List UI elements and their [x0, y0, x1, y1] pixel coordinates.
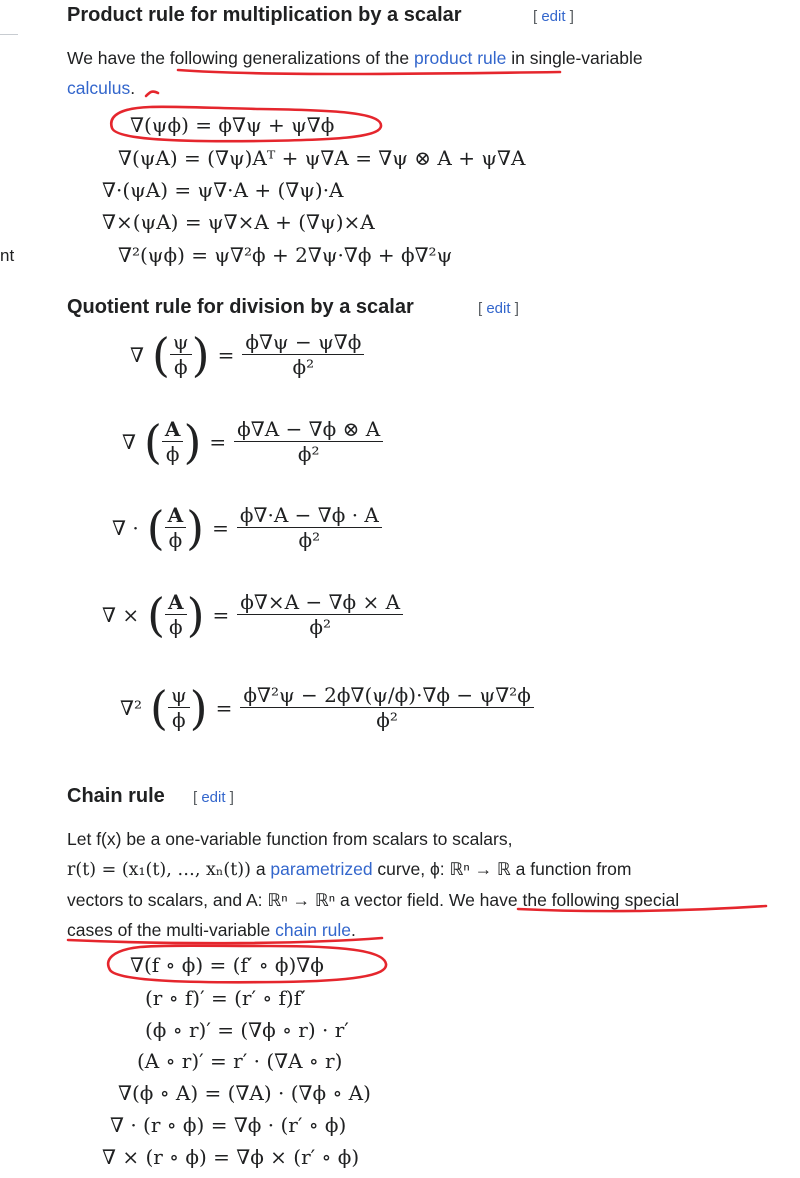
chain-rule-link[interactable]: chain rule — [275, 920, 352, 940]
product-intro-paragraph — [67, 43, 747, 103]
product-formula-3: ∇·(ψA) = ψ∇·A + (∇ψ)·A — [102, 178, 344, 202]
chain-text: vectors to scalars, and A: ℝⁿ → ℝⁿ a vector field. — [67, 890, 449, 910]
edit-link-label[interactable]: edit — [486, 300, 511, 317]
result-fraction: $\frac{\phi\nabla A - \nabla\phi \otimes A}{\text{ϕ²}}$ — [234, 417, 383, 466]
product-rule-link[interactable]: product rule — [413, 48, 507, 68]
chain-formula-7: ∇ × (r ∘ ϕ) = ∇ϕ × (r′ ∘ ϕ) — [102, 1145, 360, 1169]
left-paren: ( — [151, 327, 170, 382]
intro-text: in single-variable — [506, 48, 643, 68]
sidebar-fragment — [0, 0, 30, 1178]
product-formula-5: ∇²(ψϕ) = ψ∇²ϕ + 2∇ψ·∇ϕ + ϕ∇²ψ — [118, 243, 453, 267]
section-heading-product-rule: Product rule for multiplication by a scalar — [67, 4, 462, 26]
chain-text: a — [250, 859, 271, 879]
operator: ∇ — [122, 429, 136, 454]
chain-formula-6: ∇ · (r ∘ ϕ) = ∇ϕ · (r′ ∘ ϕ) — [110, 1113, 347, 1137]
sidebar-divider — [0, 34, 18, 35]
section-heading-quotient-rule: Quotient rule for division by a scalar — [67, 296, 414, 318]
edit-link-product[interactable]: [ edit ] — [533, 8, 574, 25]
intro-text: . — [130, 78, 136, 98]
edit-link-quotient[interactable]: [ edit ] — [478, 300, 519, 317]
quotient-formula-1: ∇ ( $\frac{\psi}{\phi}$ ) = $\frac{\phi\nabla\psi - \psi\nabla\phi}{\text{ϕ²}}$ — [130, 330, 364, 379]
result-fraction: $\frac{\text{ϕ∇²ψ − 2ϕ∇(ψ/ϕ)·∇ϕ − ψ∇²ϕ}}{\text{ϕ²}}$ — [240, 683, 533, 732]
intro-text-underlined: following generalizations of the — [169, 48, 414, 68]
operator: ∇² — [120, 695, 142, 720]
curve-definition: r(t) = (x₁(t), …, xₙ(t)) — [67, 860, 251, 880]
left-paren: ( — [147, 587, 166, 642]
inner-fraction: $\frac{A}{\phi}$ — [165, 590, 187, 639]
operator: ∇ — [130, 342, 144, 367]
inner-fraction: $\frac{A}{\phi}$ — [165, 503, 187, 552]
result-fraction: $\frac{\phi\nabla\psi - \psi\nabla\phi}{\text{ϕ²}}$ — [242, 330, 364, 379]
chain-formula-3: (ϕ ∘ r)′ = (∇ϕ ∘ r) · r′ — [145, 1018, 349, 1042]
chain-formula-5: ∇(ϕ ∘ A) = (∇A) · (∇ϕ ∘ A) — [118, 1081, 371, 1105]
calculus-link[interactable]: calculus — [67, 78, 131, 98]
chain-line-1: Let f(x) be a one-variable function from scalars to scalars, — [67, 829, 513, 849]
right-paren: ) — [189, 680, 208, 735]
chain-text-underlined: cases of the multi-variable — [67, 920, 276, 940]
chain-formula-2: (r ∘ f)′ = (r′ ∘ f)f′ — [145, 986, 306, 1010]
edit-link-chain[interactable]: [ edit ] — [193, 789, 234, 806]
product-formula-4: ∇×(ψA) = ψ∇×A + (∇ψ)×A — [102, 210, 375, 234]
chain-text: . — [351, 920, 356, 940]
quotient-formula-5: ∇² ( $\frac{\psi}{\phi}$ ) = $\frac{\text{ϕ∇²ψ − 2ϕ∇(ψ/ϕ)·∇ϕ − ψ∇²ϕ}}{\text{ϕ²}}$ — [120, 683, 534, 732]
quotient-formula-2: ∇ ( $\frac{A}{\phi}$ ) = $\frac{\phi\nabla A - \nabla\phi \otimes A}{\text{ϕ²}}$ — [122, 417, 383, 466]
result-fraction: $\frac{\phi\nabla\cdot A - \nabla\phi \cdot A}{\text{ϕ²}}$ — [237, 503, 382, 552]
left-paren: ( — [143, 414, 162, 469]
quotient-formula-3: ∇ · ( $\frac{A}{\phi}$ ) = $\frac{\phi\nabla\cdot A - \nabla\phi \cdot A}{\text{ϕ²}}$ — [112, 503, 382, 552]
operator: ∇ × — [102, 602, 140, 627]
sidebar-item-fragment[interactable]: nt — [0, 246, 15, 265]
product-formula-2: ∇(ψA) = (∇ψ)Aᵀ + ψ∇A = ∇ψ ⊗ A + ψ∇A — [118, 146, 526, 170]
chain-formula-1: ∇(f ∘ ϕ) = (f′ ∘ ϕ)∇ϕ — [130, 953, 324, 977]
chain-intro-paragraph — [67, 824, 787, 945]
edit-link-label[interactable]: edit — [541, 8, 566, 25]
edit-link-label[interactable]: edit — [201, 789, 226, 806]
intro-text: We have the — [67, 48, 170, 68]
operator: ∇ · — [112, 515, 139, 540]
chain-formula-4: (A ∘ r)′ = r′ · (∇A ∘ r) — [137, 1049, 343, 1073]
inner-fraction: $\frac{\psi}{\phi}$ — [170, 330, 192, 379]
left-paren: ( — [149, 680, 168, 735]
section-heading-chain-rule: Chain rule — [67, 785, 165, 807]
inner-fraction: $\frac{A}{\phi}$ — [162, 417, 184, 466]
chain-text: curve, ϕ: ℝⁿ → ℝ a function from — [372, 859, 632, 879]
right-paren: ) — [186, 587, 205, 642]
result-fraction: $\frac{\phi\nabla\times A - \nabla\phi \times A}{\text{ϕ²}}$ — [237, 590, 403, 639]
right-paren: ) — [186, 500, 205, 555]
inner-fraction: $\frac{\psi}{\phi}$ — [168, 683, 190, 732]
right-paren: ) — [183, 414, 202, 469]
left-paren: ( — [146, 500, 165, 555]
product-formula-1: ∇(ψϕ) = ϕ∇ψ + ψ∇ϕ — [130, 113, 335, 137]
parametrized-link[interactable]: parametrized — [270, 859, 373, 879]
right-paren: ) — [191, 327, 210, 382]
quotient-formula-4: ∇ × ( $\frac{A}{\phi}$ ) = $\frac{\phi\nabla\times A - \nabla\phi \times A}{\text{ϕ²}}$ — [102, 590, 403, 639]
chain-text-underlined: We have the following special — [448, 890, 680, 910]
